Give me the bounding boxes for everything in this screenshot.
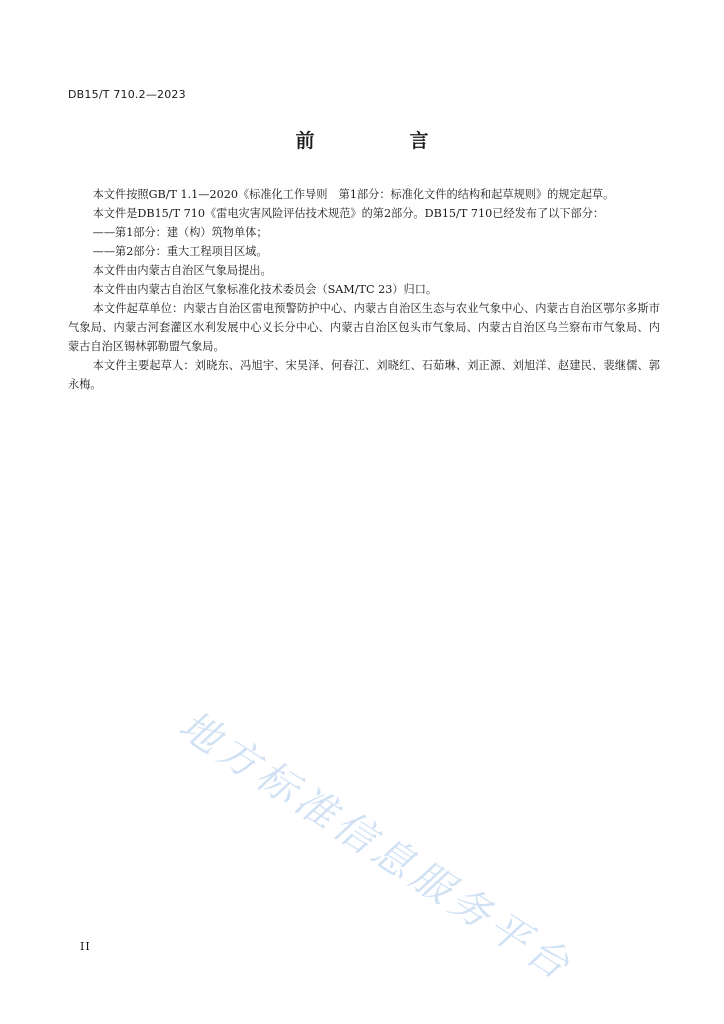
paragraph-drafters: 本文件主要起草人：刘晓东、冯旭宇、宋昊泽、何春江、刘晓红、石茹琳、刘正源、刘旭洋、赵建民、裴继儒、郭永梅。 [68,359,660,391]
list-item-part-2: ——第2部分：重大工程项目区域。 [92,245,268,258]
foreword-body [68,185,660,394]
paragraph-proposer: 本文件由内蒙古自治区气象局提出。 [92,264,272,277]
standard-code: DB15/T 710.2—2023 [68,88,186,101]
paragraph-drafting-units: 本文件起草单位：内蒙古自治区雷电预警防护中心、内蒙古自治区生态与农业气象中心、内蒙古自治区鄂尔多斯市气象局、内蒙古河套灌区水利发展中心义长分中心、内蒙古自治区包头市气象局、内蒙古自治区乌兰察布市气象局、内蒙古自治区锡林郭勒盟气象局。 [68,302,660,353]
watermark: 地方标准信息服务平台 [170,702,582,992]
page-number: II [80,940,91,953]
paragraph-part-info: 本文件是DB15/T 710《雷电灾害风险评估技术规范》的第2部分。DB15/T 710已经发布了以下部分： [92,207,605,220]
page-title: 前 言 [295,130,467,152]
paragraph-centralized: 本文件由内蒙古自治区气象标准化技术委员会（SAM/TC 23）归口。 [92,283,438,296]
list-item-part-1: ——第1部分：建（构）筑物单体； [92,226,268,239]
paragraph-drafting-basis: 本文件按照GB/T 1.1—2020《标准化工作导则 第1部分：标准化文件的结构和起草规则》的规定起草。 [92,188,615,201]
